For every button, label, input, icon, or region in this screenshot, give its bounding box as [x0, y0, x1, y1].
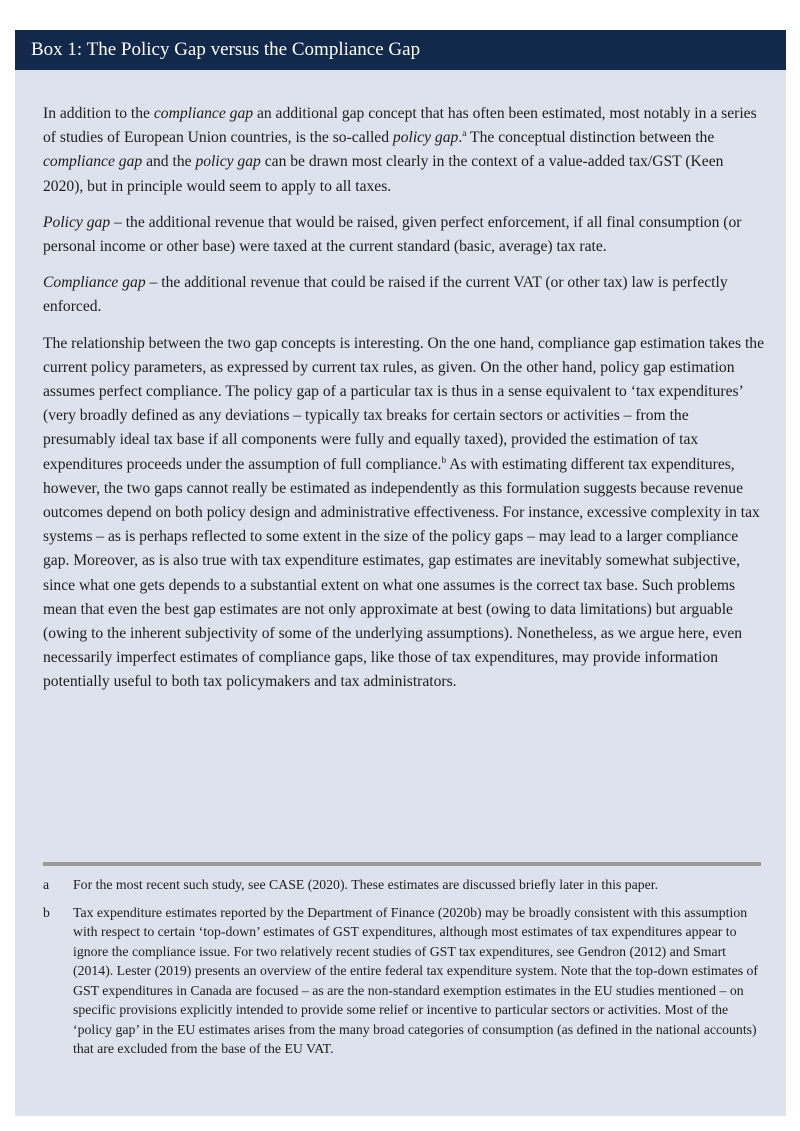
footnote-divider	[43, 862, 761, 866]
footnote-ref-a: a	[462, 129, 467, 140]
intro-text-4: The conceptual distinction between the	[466, 129, 715, 147]
footnote-text: Tax expenditure estimates reported by the Department of Finance (2020b) may be broadly consistent with this assumption with respect to certain ‘top-down’ estimates of GST expenditures, although most estimates of tax expenditures appear to ignore the compliance issue. For two relatively recent studies of GST tax expenditures, see Gendron (2012) and Smart (2014). Lester (2019) presents an overview of the entire federal tax expenditure system. Note that the top-down estimates of GST expenditures in Canada are focused – as are the non-standard exemption estimates in the EU studies mentioned – on specific provisions explicitly intended to provide some relief or incentive to particular sectors or activities. Most of the ‘policy gap’ in the EU estimates arises from the many broad categories of consumption (as defined in the national accounts) that are excluded from the base of the EU VAT.	[73, 904, 759, 1056]
intro-emphasis-1: compliance gap	[153, 105, 254, 122]
intro-text-6: can be drawn most clearly in the context of a value-added tax/GST (Keen 2020), but in principle would seem to apply to all taxes.	[43, 153, 724, 195]
footnote-mark: a	[43, 877, 50, 892]
policy-gap-definition	[43, 211, 765, 259]
compliance-gap-text: – the additional revenue that could be raised if the current VAT (or other tax) law is perfectly enforced.	[43, 274, 728, 316]
intro-text-1: In addition to the	[43, 105, 154, 122]
intro-text-5: and the	[142, 153, 196, 171]
footnote-text: For the most recent such study, see CASE (2020). These estimates are discussed briefly later in this paper.	[73, 877, 659, 892]
policy-gap-term: Policy gap	[43, 213, 111, 231]
intro-text-2: an additional gap concept that has often been estimated, most notably in a series of studies of European Union countries, is the so-called	[43, 105, 757, 147]
intro-emphasis-2: policy gap	[392, 129, 459, 147]
box-title: Box 1: The Policy Gap versus the Compliance Gap	[15, 30, 786, 70]
relationship-text-1: The relationship between the two gap concepts is interesting. On the one hand, compliance gap estimation takes the current policy parameters, as expressed by current tax rules, as given. On the other hand, policy gap estimation assumes perfect compliance. The policy gap of a particular tax is thus in a sense equivalent to ‘tax expenditures’ (very broadly defined as any deviations – typically tax breaks for certain sectors or activities – from the presumably ideal tax base if all components were fully and equally taxed), provided the estimation of tax expenditures proceeds under the assumption of full compliance.	[43, 334, 764, 473]
relationship-paragraph	[43, 332, 765, 695]
footnote-ref-b: b	[441, 455, 447, 466]
intro-emphasis-4: policy gap	[195, 153, 261, 171]
intro-paragraph	[43, 102, 765, 199]
intro-emphasis-3: compliance gap	[43, 153, 143, 171]
relationship-text-2: As with estimating different tax expenditures, however, the two gaps cannot really be estimated as independently as this formulation suggests because revenue outcomes depend on both policy design and administrative effectiveness. For instance, excessive complexity in tax systems – as is perhaps reflected to some extent in the size of the policy gaps – may lead to a larger compliance gap. Moreover, as is also true with tax expenditure estimates, gap estimates are inevitably somewhat subjective, since what one gets depends to a substantial extent on what one assumes is the correct tax base. Such problems mean that even the best gap estimates are not only approximate at best (owing to data limitations) but arguable (owing to the inherent subjectivity of some of the underlying assumptions). Nonetheless, as we argue here, even necessarily imperfect estimates of compliance gaps, like those of tax expenditures, may provide information potentially useful to both tax policymakers and tax administrators.	[43, 455, 760, 691]
footnote-a	[43, 875, 763, 895]
box-body	[43, 102, 765, 707]
box-panel	[15, 30, 786, 1116]
intro-text-3: .	[458, 129, 463, 147]
footnote-mark: b	[43, 904, 50, 920]
footnote-b	[43, 903, 763, 1059]
footnotes	[43, 875, 763, 1067]
compliance-gap-definition	[43, 271, 765, 319]
compliance-gap-term: Compliance gap	[43, 274, 146, 292]
policy-gap-text: – the additional revenue that would be raised, given perfect enforcement, if all final consumption (or personal income or other base) were taxed at the current standard (basic, average) tax rate.	[43, 213, 742, 256]
